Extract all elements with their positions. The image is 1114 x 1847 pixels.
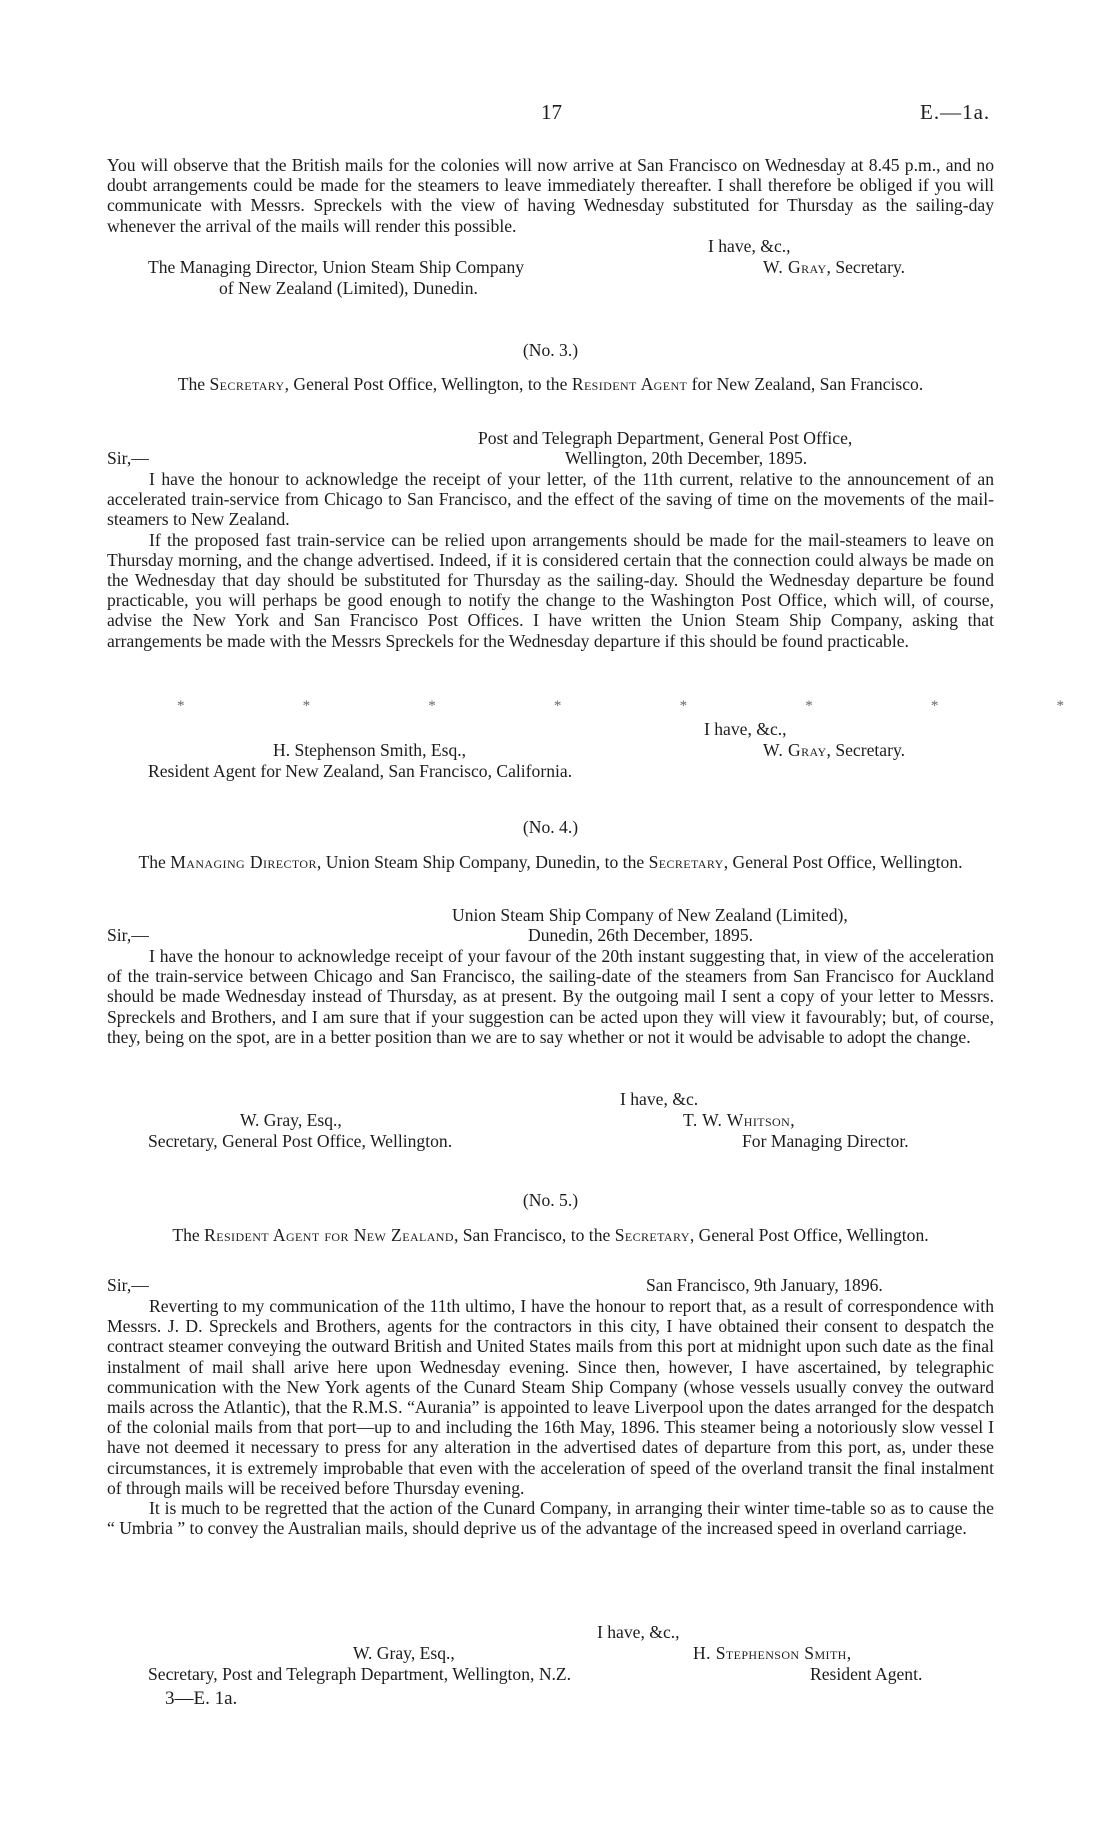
- asterisk: *: [553, 698, 562, 714]
- signatory-comma: ,: [790, 1110, 795, 1130]
- printer-signature-mark: 3—E. 1a.: [165, 1688, 238, 1709]
- letter-5-closing: I have, &c.,: [597, 1622, 680, 1642]
- letter-5-paragraph-2: It is much to be regretted that the action of the Cunard Company, in arranging their winter time-table so as to cause the “ Umbria ” to convey the Australian mails, should deprive us of the advantage of the increased speed in overland carriage.: [107, 1498, 994, 1539]
- heading-from: Managing Director: [170, 852, 317, 872]
- letter-4-paragraph-1: I have the honour to acknowledge receipt of your favour of the 20th instant suggesting that, in view of the acceleration of the train-service between Chicago and San Francisco, the sailing-date of the steamers from San Francisco for Auckland should be made Wednesday instead of Thursday, as at present. By the outgoing mail I sent a copy of your letter to Messrs. Spreckels and Brothers, and I am sure that if your suggestion can be acted upon they will view it favourably; but, of course, they, being on the spot, are in a better position than we are to say whether or not it would be advisable to adopt the change.: [107, 946, 994, 1047]
- signatory-name: T. W. Whitson: [683, 1110, 791, 1130]
- letter-3-addressee-line-2: Resident Agent for New Zealand, San Francisco, California.: [148, 761, 573, 781]
- signatory-name: H. Stephenson Smith: [693, 1643, 847, 1663]
- heading-text: The: [138, 852, 171, 872]
- letter-5-number: (No. 5.): [522, 1190, 579, 1210]
- letter-2-signature: [763, 257, 905, 277]
- signatory-title: , Secretary.: [826, 257, 906, 277]
- asterisk: *: [302, 698, 311, 714]
- letter-4-addressee: W. Gray, Esq.,: [240, 1110, 342, 1130]
- asterisk: *: [1056, 698, 1064, 714]
- signatory-comma: ,: [846, 1643, 852, 1663]
- letter-4-number: (No. 4.): [522, 817, 579, 837]
- letter-4-addressee-line-2: Secretary, General Post Office, Wellington.: [148, 1131, 453, 1151]
- letter-3-salutation: Sir,—: [107, 448, 149, 468]
- letter-4-heading: [107, 852, 994, 872]
- heading-from: Resident Agent for New Zealand: [204, 1225, 454, 1245]
- letter-4-body: [107, 946, 994, 1047]
- letter-4-address-line-1: Union Steam Ship Company of New Zealand (Limited),: [452, 905, 848, 925]
- heading-text: , General Post Office, Wellington.: [723, 852, 963, 872]
- letter-5-addressee-line-2: Secretary, Post and Telegraph Department, Wellington, N.Z.: [148, 1664, 572, 1684]
- letter-4-salutation: Sir,—: [107, 925, 149, 945]
- asterisk: *: [428, 698, 436, 714]
- heading-text: , Union Steam Ship Company, Dunedin, to the: [316, 852, 649, 872]
- heading-text: , San Francisco, to the: [453, 1225, 615, 1245]
- heading-text: The: [177, 374, 210, 394]
- document-reference: E.—1a.: [920, 100, 991, 124]
- letter-3-address-line-2: Wellington, 20th December, 1895.: [565, 448, 808, 468]
- letter-5-signature: [693, 1643, 851, 1663]
- letter-4-closing: I have, &c.: [620, 1089, 699, 1109]
- letter-2-addressee-line-2: of New Zealand (Limited), Dunedin.: [219, 278, 478, 298]
- heading-text: , General Post Office, Wellington, to the: [284, 374, 572, 394]
- letter-3-heading: [107, 374, 994, 394]
- signatory-name: W. Gray: [763, 257, 827, 277]
- signatory-title: , Secretary.: [826, 740, 906, 760]
- asterisk: *: [177, 698, 185, 714]
- heading-from: Secretary: [209, 374, 285, 394]
- letter-3-address-line-1: Post and Telegraph Department, General Post Office,: [478, 428, 853, 448]
- heading-to: Secretary: [648, 852, 724, 872]
- heading-text: for New Zealand, San Francisco.: [687, 374, 924, 394]
- asterisk: *: [805, 698, 813, 714]
- letter-2-closing: I have, &c.,: [708, 236, 791, 256]
- letter-4-signature: [683, 1110, 795, 1130]
- letter-3-paragraph-2: If the proposed fast train-service can be relied upon arrangements should be made for the mail-steamers to leave on Thursday morning, and the change advertised. Indeed, if it is considered certain that the connection could always be made on the Wednesday that day should be substituted for Thursday as the sailing-day. Should the Wednesday departure be found practicable, you will perhaps be good enough to notify the change to the Washington Post Office, which will, of course, advise the New York and San Francisco Post Offices. I have written the Union Steam Ship Company, asking that arrangements be made with the Messrs Spreckels for the Wednesday departure if this should be found practicable.: [107, 529, 994, 651]
- heading-text: , General Post Office, Wellington.: [689, 1225, 929, 1245]
- letter-5-salutation: Sir,—: [107, 1275, 149, 1295]
- heading-text: The: [172, 1225, 205, 1245]
- page-number: 17: [541, 100, 562, 124]
- letter-4-signatory-title: For Managing Director.: [742, 1131, 909, 1151]
- heading-to: Secretary: [614, 1225, 690, 1245]
- letter-2-paragraph: You will observe that the British mails for the colonies will now arrive at San Francisco on Wednesday at 8.45 p.m., and no doubt arrangements could be made for the steamers to leave immediately thereafter. I shall therefore be obliged if you will communicate with Messrs. Spreckels with the view of having Wednesday substituted for Thursday as the sailing-day whenever the arrival of the mails will render this possible.: [107, 155, 994, 236]
- letter-5-addressee: W. Gray, Esq.,: [353, 1643, 455, 1663]
- letter-4-address-line-2: Dunedin, 26th December, 1895.: [528, 925, 754, 945]
- letter-2-body: [107, 155, 994, 236]
- letter-3-body: [107, 469, 994, 651]
- letter-5-signatory-title: Resident Agent.: [810, 1664, 923, 1684]
- letter-3-addressee: H. Stephenson Smith, Esq.,: [273, 740, 467, 760]
- letter-3-signature: [763, 740, 905, 760]
- letter-5-paragraph-1: Reverting to my communication of the 11th ultimo, I have the honour to report that, as a result of correspondence with Messrs. J. D. Spreckels and Brothers, agents for the contractors in this city, I have obtained their consent to despatch the contract steamer conveying the outward British and United States mails from this port at midnight upon such date as the final instalment of mail shall arive here upon Wednesday evening. Since then, however, I have ascertained, by telegraphic communication with the New York agents of the Cunard Steam Ship Company (whose vessels usually convey the outward mails across the Atlantic), that the R.M.S. “Aurania” is appointed to leave Liverpool upon the dates arranged for the despatch of the colonial mails from that port—up to and including the 16th May, 1896. This steamer being a notoriously slow vessel I have not deemed it necessary to press for any alteration in the advertised dates of departure from this port, as, under these circumstances, it is extremely improbable that even with the acceleration of speed of the overland transit the final instalment of through mails will be received before Thursday evening.: [107, 1296, 994, 1498]
- asterisk: *: [930, 698, 939, 714]
- letter-5-address: San Francisco, 9th January, 1896.: [646, 1275, 883, 1295]
- omission-asterisks: [107, 696, 1114, 716]
- letter-2-addressee: The Managing Director, Union Steam Ship Company: [148, 257, 525, 277]
- letter-5-heading: [107, 1225, 994, 1245]
- letter-3-paragraph-1: I have the honour to acknowledge the receipt of your letter, of the 11th current, relative to the announcement of an accelerated train-service from Chicago to San Francisco, and the effect of the saving of time on the movements of the mail-steamers to New Zealand.: [107, 469, 994, 530]
- signatory-name: W. Gray: [763, 740, 827, 760]
- letter-3-closing: I have, &c.,: [704, 719, 787, 739]
- heading-to: Resident Agent: [571, 374, 688, 394]
- asterisk: *: [679, 698, 688, 714]
- letter-5-body: [107, 1296, 994, 1538]
- letter-3-number: (No. 3.): [522, 340, 579, 360]
